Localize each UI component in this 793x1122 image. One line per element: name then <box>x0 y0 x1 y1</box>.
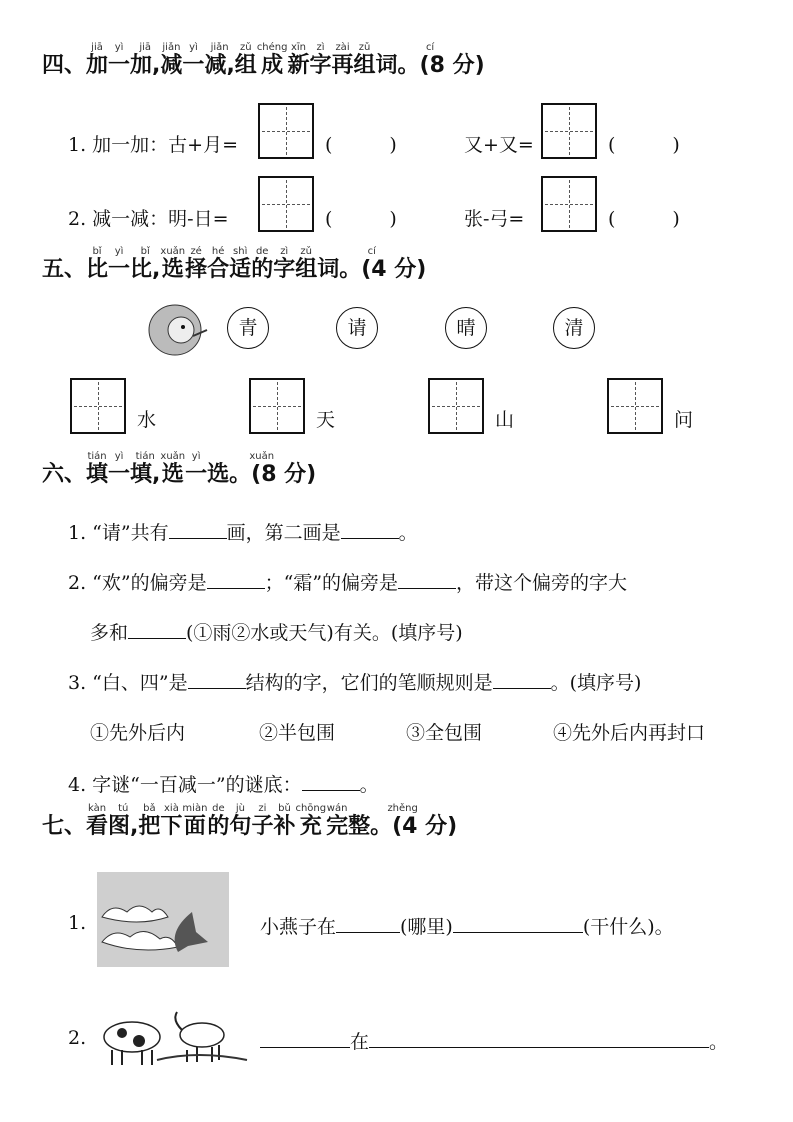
heading-char-text: 选 <box>160 257 186 282</box>
word-suffix: 问 <box>674 409 694 431</box>
heading-char <box>182 42 205 78</box>
word-suffix: 天 <box>316 409 336 431</box>
heading-char <box>108 246 131 282</box>
option-circle[interactable]: 清 <box>553 307 595 349</box>
pinyin: jù <box>229 803 252 814</box>
text: 。(填序号) <box>550 672 642 694</box>
pinyin: xuǎn <box>207 451 317 462</box>
blank[interactable] <box>369 1029 709 1048</box>
answer-grid-box[interactable] <box>541 176 597 232</box>
text: 。 <box>359 774 379 796</box>
heading-char-text: 字 <box>309 53 332 78</box>
heading-char-text: 加 <box>86 53 109 78</box>
heading-char <box>160 451 186 487</box>
section-7-heading <box>42 803 457 840</box>
heading-char-text: 新 <box>287 53 310 78</box>
heading-char-text: 一 <box>108 462 131 487</box>
heading-char <box>207 803 230 839</box>
text: 2. “欢”的偏旁是 <box>68 572 207 594</box>
heading-char <box>42 257 86 282</box>
heading-char <box>130 42 161 78</box>
heading-char-text: 一 <box>108 257 131 282</box>
pinyin: yì <box>108 42 131 53</box>
heading-char-text: 成 <box>256 53 288 78</box>
heading-char <box>295 803 327 839</box>
pinyin: zǔ <box>234 42 257 53</box>
heading-char-text: 四、 <box>42 53 87 78</box>
blank[interactable] <box>336 914 400 933</box>
heading-char <box>234 42 257 78</box>
text: 。 <box>398 522 418 544</box>
pinyin: bǐ <box>86 246 109 257</box>
text: 画，第二画是 <box>226 522 341 544</box>
q7-2-number: 2. <box>68 1027 87 1049</box>
heading-char-text: 一 <box>108 53 131 78</box>
blank[interactable] <box>398 570 456 589</box>
heading-char-text: 补 <box>273 814 296 839</box>
pinyin: yì <box>182 42 205 53</box>
q4-2-label: 2. 减一减：明-日= <box>68 208 229 230</box>
text: 小燕子在 <box>260 916 337 938</box>
pinyin: jiā <box>86 42 109 53</box>
blank[interactable] <box>453 914 583 933</box>
heading-char <box>130 246 161 282</box>
heading-char-text: 下 <box>160 814 183 839</box>
heading-char <box>130 451 161 487</box>
q4-1b-label: 又+又= <box>464 134 534 156</box>
heading-char <box>42 814 86 839</box>
heading-char <box>86 803 109 839</box>
heading-char <box>273 246 296 282</box>
heading-char-text: 五、 <box>42 257 87 282</box>
q4-1-label: 1. 加一加：古+月= <box>68 134 239 156</box>
heading-char <box>229 246 252 282</box>
pinyin: kàn <box>86 803 109 814</box>
pinyin: chéng <box>256 42 288 53</box>
text: 。 <box>709 1031 729 1053</box>
q7-2 <box>260 1027 728 1054</box>
heading-char-text: 一 <box>185 462 208 487</box>
q7-1 <box>260 912 674 939</box>
q6-3 <box>68 668 641 695</box>
heading-char <box>229 803 252 839</box>
heading-char-text: 合 <box>207 257 230 282</box>
heading-char-text: 填, <box>130 462 161 487</box>
heading-char <box>375 42 485 78</box>
q6-3-option: ③全包围 <box>406 722 483 744</box>
q6-3-option: ④先外后内再封口 <box>553 722 706 744</box>
pinyin: xià <box>160 803 183 814</box>
pinyin: tú <box>108 803 139 814</box>
hedgehog-image <box>145 300 213 362</box>
section-5-heading <box>42 246 426 283</box>
paren-blank[interactable]: ( ) <box>608 208 680 230</box>
heading-char-text: 句 <box>229 814 252 839</box>
heading-char <box>251 246 274 282</box>
paren-blank[interactable]: ( ) <box>325 208 397 230</box>
heading-char <box>317 246 427 282</box>
option-circle[interactable]: 晴 <box>445 307 487 349</box>
swallow-clouds-image <box>97 872 229 967</box>
answer-grid-box[interactable] <box>428 378 484 434</box>
text: 4. 字谜“一百减一”的谜底： <box>68 774 302 796</box>
pinyin: tián <box>86 451 109 462</box>
heading-char-text: 的 <box>207 814 230 839</box>
pinyin: bǎ <box>138 803 161 814</box>
heading-char <box>42 462 86 487</box>
heading-char <box>160 803 183 839</box>
heading-char-text: 把 <box>138 814 161 839</box>
text: (哪里) <box>400 916 453 938</box>
pinyin: yì <box>108 451 131 462</box>
text: 1. “请”共有 <box>68 522 169 544</box>
pinyin: miàn <box>182 803 208 814</box>
pinyin: zi <box>251 803 274 814</box>
heading-char <box>185 246 208 282</box>
pinyin: zì <box>273 246 296 257</box>
answer-grid-box[interactable] <box>249 378 305 434</box>
pinyin: xīn <box>287 42 310 53</box>
text: 3. “白、四”是 <box>68 672 188 694</box>
heading-char-text: 子 <box>251 814 274 839</box>
q7-1-number: 1. <box>68 912 87 934</box>
heading-char-text: 词。(4 分) <box>317 257 427 282</box>
heading-char-text: 组 <box>353 53 376 78</box>
heading-char-text: 六、 <box>42 462 87 487</box>
text: (干什么)。 <box>582 916 674 938</box>
paren-blank[interactable]: ( ) <box>608 134 680 156</box>
answer-grid-box[interactable] <box>258 103 314 159</box>
heading-char-text: 七、 <box>42 814 87 839</box>
pinyin: xuǎn <box>160 451 186 462</box>
word-suffix: 山 <box>495 409 515 431</box>
heading-char-text: 减 <box>160 53 183 78</box>
answer-grid-box[interactable] <box>258 176 314 232</box>
heading-char <box>86 246 109 282</box>
text: 在 <box>350 1031 370 1053</box>
heading-char-text: 充 <box>295 814 327 839</box>
heading-char-text: 比, <box>130 257 161 282</box>
heading-char-text: 比 <box>86 257 109 282</box>
heading-char <box>160 42 183 78</box>
blank[interactable] <box>188 670 246 689</box>
pinyin: zì <box>309 42 332 53</box>
blank[interactable] <box>493 670 551 689</box>
pinyin: jiǎn <box>160 42 183 53</box>
heading-char <box>353 42 376 78</box>
pinyin: zhěng <box>348 803 458 814</box>
heading-char <box>273 803 296 839</box>
heading-char <box>326 803 349 839</box>
pinyin: xuǎn <box>160 246 186 257</box>
pinyin: de <box>207 803 230 814</box>
section-4-heading <box>42 42 485 79</box>
heading-char-text: 一 <box>182 53 205 78</box>
answer-grid-box[interactable] <box>70 378 126 434</box>
heading-char <box>138 803 161 839</box>
pinyin: zài <box>331 42 354 53</box>
option-circle[interactable]: 请 <box>336 307 378 349</box>
blank[interactable] <box>302 772 360 791</box>
heading-char-text: 整。(4 分) <box>348 814 458 839</box>
pinyin: chōng <box>295 803 327 814</box>
q6-1 <box>68 518 418 545</box>
heading-char <box>108 451 131 487</box>
q6-3-option: ②半包围 <box>259 722 336 744</box>
paren-blank[interactable]: ( ) <box>325 134 397 156</box>
answer-grid-box[interactable] <box>541 103 597 159</box>
pinyin: yì <box>185 451 208 462</box>
text: 结构的字，它们的笔顺规则是 <box>245 672 493 694</box>
option-circle[interactable]: 青 <box>227 307 269 349</box>
blank[interactable] <box>260 1029 350 1048</box>
pinyin: jiā <box>130 42 161 53</box>
pinyin: zé <box>185 246 208 257</box>
pinyin: shì <box>229 246 252 257</box>
cows-image <box>97 1005 252 1067</box>
heading-char <box>42 53 86 78</box>
pinyin: yì <box>108 246 131 257</box>
heading-char <box>207 246 230 282</box>
q6-2 <box>68 568 627 595</box>
word-suffix: 水 <box>137 409 157 431</box>
pinyin: jiǎn <box>204 42 235 53</box>
q4-2b-label: 张-弓= <box>464 208 525 230</box>
heading-char <box>182 803 208 839</box>
pinyin: bǐ <box>130 246 161 257</box>
q6-3-option: ①先外后内 <box>90 722 186 744</box>
heading-char-text: 减, <box>204 53 235 78</box>
blank[interactable] <box>207 570 265 589</box>
heading-char-text: 择 <box>185 257 208 282</box>
pinyin: bǔ <box>273 803 296 814</box>
heading-char-text: 适 <box>229 257 252 282</box>
pinyin: tián <box>130 451 161 462</box>
q6-2-cont <box>90 618 463 645</box>
heading-char-text: 选 <box>160 462 186 487</box>
text: (①雨②水或天气)有关。(填序号) <box>186 622 463 644</box>
heading-char-text: 完 <box>326 814 349 839</box>
heading-char-text: 组 <box>295 257 318 282</box>
heading-char-text: 图, <box>108 814 139 839</box>
heading-char-text: 加, <box>130 53 161 78</box>
section-6-heading <box>42 451 316 488</box>
heading-char-text: 再 <box>331 53 354 78</box>
blank[interactable] <box>341 520 399 539</box>
pinyin: zǔ <box>353 42 376 53</box>
pinyin: de <box>251 246 274 257</box>
blank[interactable] <box>169 520 227 539</box>
heading-char <box>256 42 288 78</box>
blank[interactable] <box>128 620 186 639</box>
heading-char <box>295 246 318 282</box>
heading-char-text: 看 <box>86 814 109 839</box>
heading-char <box>348 803 458 839</box>
heading-char <box>251 803 274 839</box>
pinyin: zǔ <box>295 246 318 257</box>
text: ，带这个偏旁的字大 <box>456 572 628 594</box>
pinyin: hé <box>207 246 230 257</box>
heading-char <box>331 42 354 78</box>
pinyin: wán <box>326 803 349 814</box>
heading-char <box>86 42 109 78</box>
heading-char <box>185 451 208 487</box>
text: ；“霜”的偏旁是 <box>264 572 399 594</box>
heading-char-text: 词。(8 分) <box>375 53 485 78</box>
heading-char <box>86 451 109 487</box>
heading-char <box>287 42 310 78</box>
heading-char-text: 面 <box>182 814 208 839</box>
heading-char-text: 选。(8 分) <box>207 462 317 487</box>
heading-char-text: 填 <box>86 462 109 487</box>
heading-char-text: 的 <box>251 257 274 282</box>
heading-char <box>160 246 186 282</box>
heading-char <box>204 42 235 78</box>
pinyin: cí <box>317 246 427 257</box>
heading-char <box>108 803 139 839</box>
q6-4 <box>68 770 379 797</box>
heading-char <box>108 42 131 78</box>
pinyin: cí <box>375 42 485 53</box>
heading-char-text: 组 <box>234 53 257 78</box>
heading-char <box>207 451 317 487</box>
text: 多和 <box>90 622 129 644</box>
heading-char-text: 字 <box>273 257 296 282</box>
heading-char <box>309 42 332 78</box>
answer-grid-box[interactable] <box>607 378 663 434</box>
